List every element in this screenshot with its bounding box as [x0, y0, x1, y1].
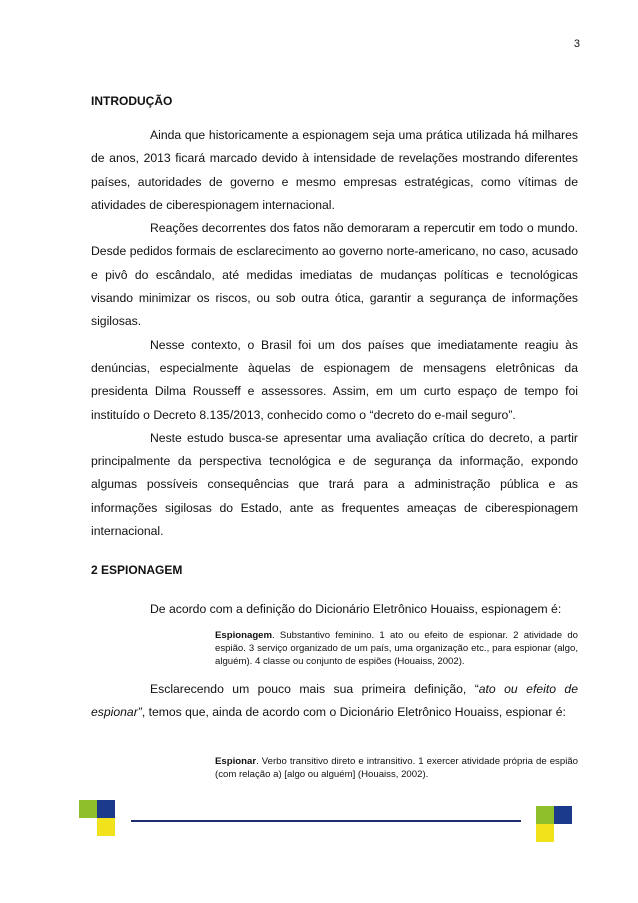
footer-line: [131, 820, 521, 822]
section-2-heading: 2 ESPIONAGEM: [91, 563, 183, 577]
logo-square-blue: [97, 800, 115, 818]
intro-paragraph-1: Ainda que historicamente a espionagem seja uma prática utilizada há milhares de anos, 2013 ficará marcado devido à intensidade de revelações mostrando diferentes países, autoridades de governo e mesmo empresas estratégicas, como vítimas de atividades de ciberespionagem internacional.: [91, 128, 578, 212]
footer-logo-right: [536, 806, 576, 846]
intro-paragraph-3: Nesse contexto, o Brasil foi um dos países que imediatamente reagiu às denúncias, especialmente àquelas de espionagem de mensagens eletrônicas da presidenta Dilma Rousseff e assessores. Assim, em um curto espaço de tempo foi instituído o Decreto 8.135/2013, conhecido como o “decreto do e-mail seguro”.: [91, 337, 578, 422]
intro-paragraph-2: Reações decorrentes dos fatos não demoraram a repercutir em todo o mundo. Desde pedidos formais de esclarecimento ao governo norte-americano, no caso, acusado e pivô do escândalo, até medidas imediatas de mudanças políticas e tecnológicas visando minimizar os riscos, ou sob outra ótica, garantir a segurança de informações sigilosas.: [91, 221, 578, 329]
para2-start: Esclarecendo um pouco mais sua primeira definição, “: [150, 682, 479, 696]
para2-end: , temos que, ainda de acordo com o Dicionário Eletrônico Houaiss, espionar é:: [141, 705, 566, 720]
logo-square-yellow: [536, 824, 554, 842]
para2-italic: ato ou efeito de espionar”: [91, 682, 578, 720]
logo-square-green: [536, 806, 554, 824]
quote-espionagem-term: Espionagem: [215, 630, 273, 641]
quote-espionar-text: . Verbo transitivo direto e intransitivo. 1 exercer atividade própria de espião (com relação a) [algo ou alguém] (Houaiss, 2002).: [215, 756, 578, 780]
section-2-paragraph-text: [91, 678, 578, 725]
logo-square-blue: [554, 806, 572, 824]
logo-square-green: [79, 800, 97, 818]
page-number: 3: [573, 38, 580, 50]
quote-espionagem-text: . Substantivo feminino. 1 ato ou efeito de espionar. 2 atividade do espião. 3 serviço organizado de um país, uma organização etc., para espionar (algo, alguém). 4 classe ou conjunto de espiões (Houaiss, 2002).: [215, 630, 578, 667]
quote-espionar: [215, 756, 578, 782]
intro-paragraph-4: Neste estudo busca-se apresentar uma avaliação crítica do decreto, a partir principalmente da perspectiva tecnológica e de segurança da informação, expondo algumas possíveis consequências que trará para a administração pública e as informações sigilosas do Estado, ante as frequentes ameaças de ciberespionagem internacional.: [91, 430, 578, 539]
quote-espionar-term: Espionar: [215, 756, 257, 767]
logo-square-yellow: [97, 818, 115, 836]
quote-espionagem: [215, 630, 578, 668]
intro-body: [91, 124, 578, 543]
section-2-lead: [91, 598, 578, 621]
intro-heading: INTRODUÇÃO: [91, 94, 173, 108]
section-2-paragraph: [91, 678, 578, 725]
section-2-lead-text: De acordo com a definição do Dicionário Eletrônico Houaiss, espionagem é:: [150, 602, 562, 616]
footer-logo-left: [79, 800, 119, 840]
